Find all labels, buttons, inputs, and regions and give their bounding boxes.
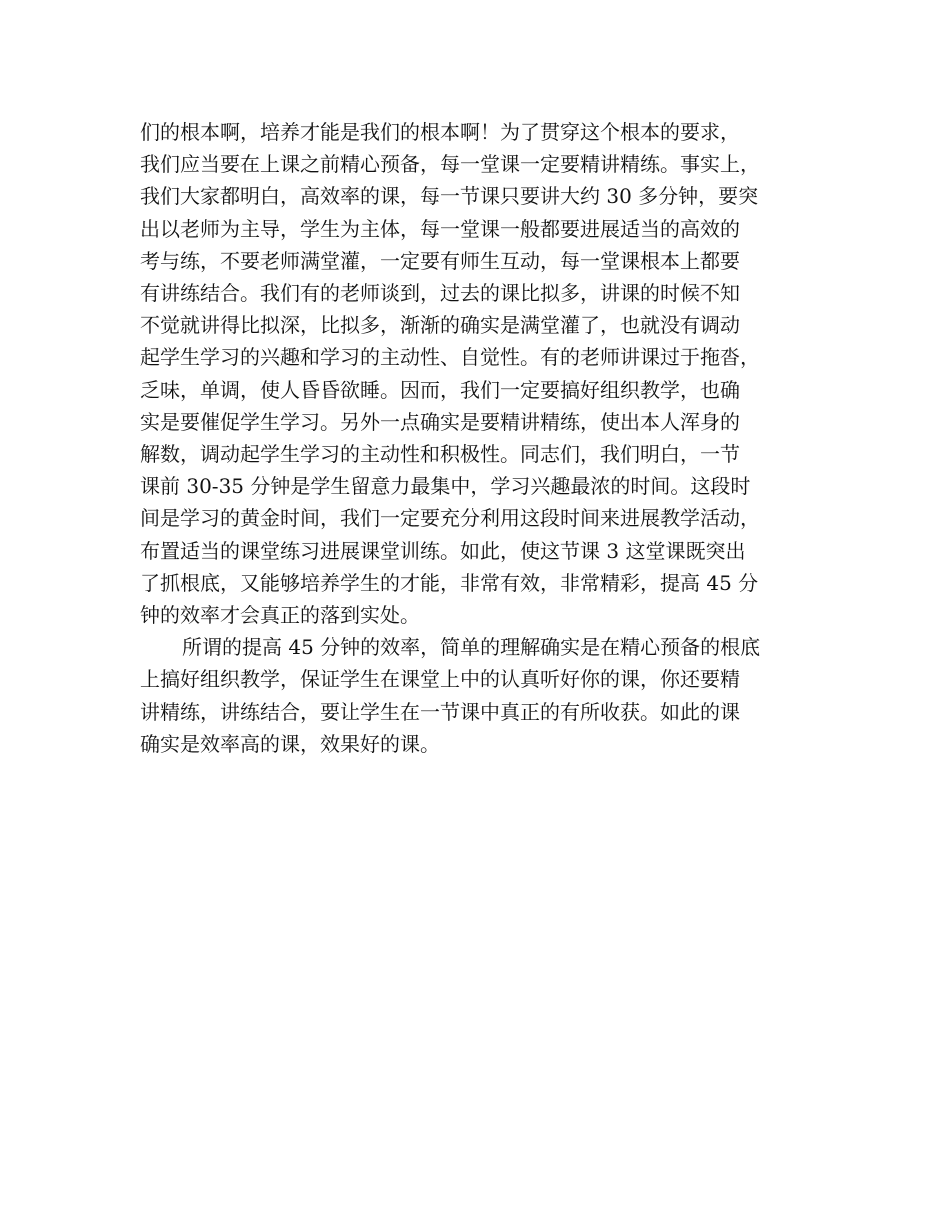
text-line: 不觉就讲得比拟深，比拟多，渐渐的确实是满堂灌了，也就没有调动: [140, 313, 740, 338]
paragraph-2: [140, 631, 840, 760]
text-line: 乏味，单调，使人昏昏欲睡。因而，我们一定要搞好组织教学，也确: [140, 377, 740, 402]
text-line: 我们应当要在上课之前精心预备，每一堂课一定要精讲精练。事实上，: [140, 152, 760, 177]
text-line: 有讲练结合。我们有的老师谈到，过去的课比拟多，讲课的时候不知: [140, 281, 740, 306]
text-line: 我们大家都明白，高效率的课，每一节课只要讲大约 30 多分钟，要突: [140, 184, 759, 209]
text-line: 上搞好组织教学，保证学生在课堂上中的认真听好你的课，你还要精: [140, 667, 740, 692]
text-line: 布置适当的课堂练习进展课堂训练。如此，使这节课 3 这堂课既突出: [140, 538, 746, 563]
text-line: 出以老师为主导，学生为主体，每一堂课一般都要进展适当的高效的: [140, 216, 740, 241]
text-line: 了抓根底，又能够培养学生的才能，非常有效，非常精彩，提高 45 分: [140, 570, 759, 595]
text-line: 确实是效率高的课，效果好的课。: [140, 731, 440, 756]
text-line: 所谓的提高 45 分钟的效率，简单的理解确实是在精心预备的根底: [182, 635, 761, 660]
text-line: 考与练，不要老师满堂灌，一定要有师生互动，每一堂课根本上都要: [140, 248, 740, 273]
text-line: 间是学习的黄金时间，我们一定要充分利用这段时间来进展教学活动，: [140, 506, 760, 531]
text-line: 起学生学习的兴趣和学习的主动性、自觉性。有的老师讲课过于拖沓，: [140, 345, 760, 370]
text-line: 解数，调动起学生学习的主动性和积极性。同志们，我们明白，一节: [140, 442, 740, 467]
text-line: 课前 30-35 分钟是学生留意力最集中，学习兴趣最浓的时间。这段时: [140, 474, 751, 499]
text-line: 讲精练，讲练结合，要让学生在一节课中真正的有所收获。如此的课: [140, 699, 740, 724]
document-body: [140, 116, 840, 760]
paragraph-1: [140, 116, 840, 631]
text-line: 们的根本啊，培养才能是我们的根本啊！为了贯穿这个根本的要求，: [140, 120, 740, 144]
text-line: 实是要催促学生学习。另外一点确实是要精讲精练，使出本人浑身的: [140, 409, 740, 434]
text-line: 钟的效率才会真正的落到实处。: [140, 603, 420, 628]
